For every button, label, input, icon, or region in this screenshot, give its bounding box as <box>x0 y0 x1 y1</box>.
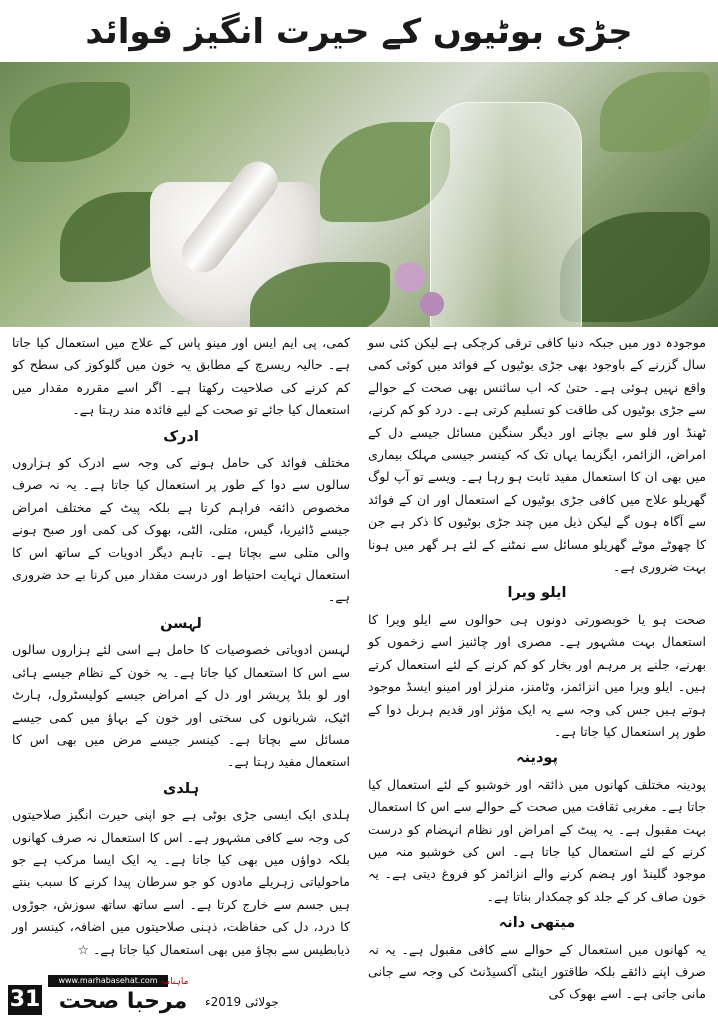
paragraph: کمی، پی ایم ایس اور مینو پاس کے علاج میں استعمال کیا جاتا ہے۔ حالیہ ریسرچ کے مطابق یہ خون میں گلوکوز کی سطح کو کم کرنے کی صلاحیت رکھتا ہے۔ اگر اسے مقررہ مقدار میں استعمال کیا جائے تو صحت کے لیے فائدہ مند رہتا ہے۔ <box>12 335 350 418</box>
website-url: www.marhabasehat.com <box>48 975 168 987</box>
magazine-logo: مرحبا صحت <box>58 989 188 1014</box>
page-title: جڑی بوٹیوں کے حیرت انگیز فوائد <box>85 11 633 52</box>
paragraph: پودینہ مختلف کھانوں میں ذائقہ اور خوشبو کے لئے استعمال کیا جاتا ہے۔ مغربی ثقافت میں صحت کے حوالے سے اس کا استعمال بہت مقبول ہے۔ یہ پیٹ کے امراض اور نظام انہضام کو درست کرنے کے لئے استعمال کیا جاتا ہے۔ اس کی خوشبو منہ میں موجود گلینڈ اور ہضم کرنے والے انزائمز کو فروغ دیتی ہے۔ یہ خون صاف کر کے جلد کو چمکدار بناتا ہے۔ <box>368 776 706 904</box>
right-column <box>368 332 706 1008</box>
section-heading: ادرک <box>163 428 199 445</box>
hero-image <box>0 62 718 327</box>
header <box>0 0 718 62</box>
paragraph: لہسن ادویاتی خصوصیات کا حامل ہے اسی لئے ہزاروں سالوں سے اس کا استعمال کیا جاتا ہے۔ یہ خون کے نظام جیسے ہائی اور لو بلڈ پریشر اور دل کے امراض جیسے کولیسٹرول، ہارٹ اٹیک، شریانوں کی سختی اور خون کے بہاؤ میں کمی جیسے مسائل سے بچاتا ہے۔ کینسر جیسے مرض میں بھی اس کا استعمال مفید رہتا ہے۔ <box>12 642 350 770</box>
paragraph: یہ کھانوں میں استعمال کے حوالے سے کافی مقبول ہے۔ یہ نہ صرف اپنے ذائقے بلکہ طاقتور اینٹی آکسیڈنٹ کی وجہ سے جانی مانی جاتی ہے۔ اسے بھوک کی <box>368 941 706 1002</box>
footer <box>0 973 300 1019</box>
page-number: 31 <box>8 985 42 1015</box>
paragraph: مختلف فوائد کی حامل ہونے کی وجہ سے ادرک کو ہزاروں سالوں سے دوا کے طور پر استعمال کیا جاتا ہے۔ یہ نہ صرف مخصوص ذائقہ فراہم کرتا ہے بلکہ پیٹ کے مختلف امراض جیسے ڈائیریا، گیس، متلی، الٹی، بھوک کی کمی اور صبح ہونے والی متلی سے بچاتا ہے۔ تاہم دیگر ادویات کے ساتھ اس کا استعمال نہایت احتیاط اور درست مقدار میں کرنا بے حد ضروری ہے۔ <box>12 455 350 605</box>
section-heading: لہسن <box>160 615 202 632</box>
section-heading: پودینہ <box>516 750 558 767</box>
section-heading: ہلدی <box>162 780 200 797</box>
section-heading: میتھی دانہ <box>498 915 576 932</box>
left-column <box>12 332 350 963</box>
paragraph: ہلدی ایک ایسی جڑی بوٹی ہے جو اپنی حیرت انگیز صلاحیتوں کی وجہ سے کافی مشہور ہے۔ اس کا استعمال نہ صرف کھانوں بلکہ دواؤں میں بھی کیا جاتا ہے۔ یہ ایک ایسا مرکب ہے جو ماحولیاتی زہریلے مادوں کو جو سرطان پیدا کرنے کا سبب بنتے ہیں جسم سے خارج کرتا ہے۔ اسے ساتھ ساتھ سوزش، جوڑوں کا درد، دل کی حفاظت، ذہنی صلاحیتوں میں اضافہ، کینسر اور ذیابطیس سے بچاؤ میں بھی استعمال کیا جاتا ہے۔ ☆ <box>12 807 350 957</box>
issue-date: جولائی 2019ء <box>205 995 279 1009</box>
magazine-label: ماہنامہ <box>160 977 189 987</box>
paragraph: صحت ہو یا خوبصورتی دونوں ہی حوالوں سے ایلو ویرا کا استعمال بہت مشہور ہے۔ مصری اور چائنیز اسے زخموں کو بھرنے، جلنے پر مرہم اور بخار کو کم کرنے کے لئے استعمال کرتے ہیں۔ ایلو ویرا میں انزائمز، وٹامنز، منرلز اور امینو ایسڈ موجود ہوتے ہیں جس کی وجہ سے یہ ایک مؤثر اور قدیم ہربل دوا کے طور پر استعمال کیا جاتا ہے۔ <box>368 611 706 739</box>
paragraph: موجودہ دور میں جبکہ دنیا کافی ترقی کرچکی ہے لیکن کئی سو سال گزرنے کے باوجود بھی جڑی بوٹیوں کے فوائد میں کوئی کمی واقع نہیں ہوئی ہے۔ حتیٰ کہ اب سائنس بھی صحت کے حوالے سے جڑی بوٹیوں کی طاقت کو تسلیم کرتی ہے۔ درد کو کم کرنے، ٹھنڈ اور فلو سے بچانے اور دیگر سنگین مسائل جیسے دل کے امراض، الزائمر، ایگزیما یہاں تک کہ کینسر جیسی مہلک بیماری میں بھی ان کا استعمال مفید ثابت ہو رہا ہے۔ ویسے تو آپ لوگ گھریلو علاج میں کافی جڑی بوٹیوں کے استعمال اور ان کے فوائد سے آگاہ ہوں گے لیکن ذیل میں چند جڑی بوٹیوں کا ذکر ہے جن کا چھوٹے موٹے گھریلو مسائل سے نمٹنے کے لئے ہر گھر میں ہونا بہت ضروری ہے۔ <box>368 335 706 575</box>
section-heading: ایلو ویرا <box>507 585 567 602</box>
